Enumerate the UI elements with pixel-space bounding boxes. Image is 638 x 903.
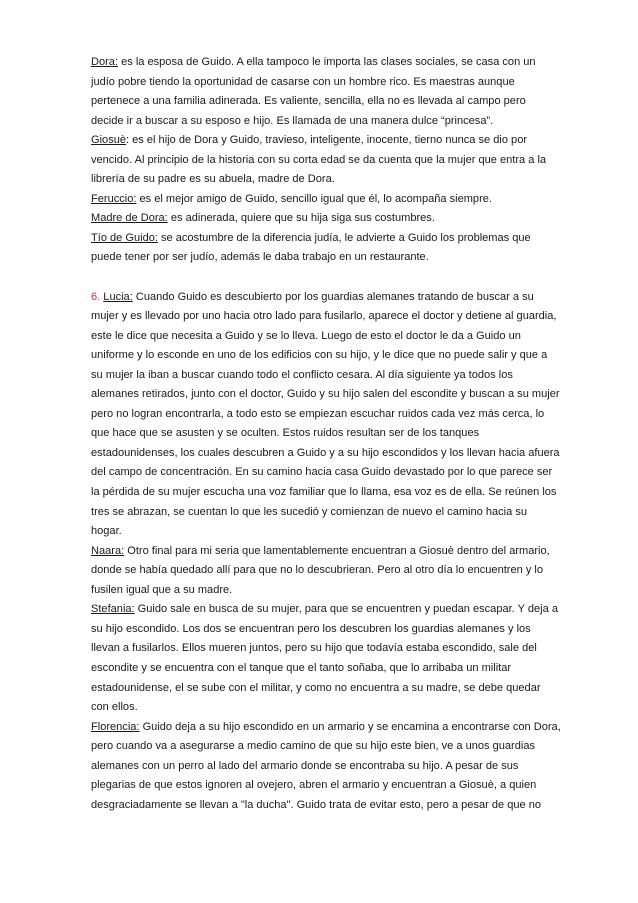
text-line — [91, 112, 552, 132]
line-text: es el mejor amigo de Guido, sencillo igual que él, lo acompaña siempre. — [136, 192, 492, 205]
line-text: Guido deja a su hijo escondido en un armario y se encamina a encontrarse con Dora, — [139, 720, 561, 733]
text-line — [91, 73, 552, 93]
text-line — [91, 483, 557, 503]
line-text: fusilen igual que a su madre. — [91, 583, 233, 596]
text-line — [91, 659, 552, 679]
line-text: pero no logran encontrarla, a todo esto se empiezan escuchar ruidos cada vez más cerca, lo — [91, 407, 545, 420]
speaker-label: Giosuè — [91, 134, 127, 147]
text-line — [91, 151, 552, 171]
text-line — [91, 366, 552, 386]
speaker-label: Florencia: — [91, 720, 140, 733]
line-text: pertenece a una familia adinerada. Es valiente, sencilla, ella no es llevada al campo pero — [91, 95, 526, 108]
text-line — [91, 346, 552, 366]
line-text: estadounidense, el se sube con el militar, y como no encuentra a su madre, se debe quedar — [91, 681, 541, 694]
line-text: la pérdida de su mujer escucha una voz familiar que lo llama, esa voz es de ella. Se reúnen los — [91, 486, 557, 499]
speaker-label: Madre de Dora: — [91, 212, 168, 225]
line-text: del campo de concentración. En su camino hacia casa Guido devastado por lo que parece ser — [91, 466, 553, 479]
text-line — [91, 679, 552, 699]
line-text: librería de su padre es su abuela, madre de Dora. — [91, 173, 335, 186]
text-line — [91, 620, 552, 640]
text-line — [91, 444, 560, 464]
line-text: plegarias de que estos ignoren al ovejero, abren el armario y encuentran a Giosuè, a quien — [91, 779, 537, 792]
line-text: es la esposa de Guido. A ella tampoco le importa las clases sociales, se casa con un — [118, 56, 536, 68]
text-line — [91, 288, 552, 308]
text-line — [91, 327, 552, 347]
line-text: estadounidenses, los cuales descubren a Guido y a su hijo escondidos y los llevan hacia afuera — [91, 446, 560, 459]
line-text: su mujer la iban a buscar cuando todo el conflicto cesara. Al día siguiente ya todos los — [91, 368, 513, 381]
line-text: con ellos. — [91, 701, 138, 714]
text-line — [91, 796, 552, 816]
speaker-label: Feruccio: — [91, 192, 137, 205]
line-text: uniforme y lo esconde en uno de los edificios con su hijo, y le dice que no puede salir y que a — [91, 349, 548, 362]
blank-line — [91, 268, 552, 288]
line-text: tres se abrazan, se cuentan lo que les sucedió y comienzan de nuevo el camino hacia su — [91, 505, 528, 518]
text-line — [91, 503, 552, 523]
text-line — [91, 737, 552, 757]
line-text: este le dice que necesita a Guido y se lo lleva. Luego de esto el doctor le da a Guido un — [91, 329, 521, 342]
section-number: 6. — [91, 290, 104, 303]
document-page — [91, 53, 561, 815]
text-line — [91, 131, 552, 151]
speaker-label: Lucia: — [103, 290, 133, 303]
text-line — [91, 209, 552, 229]
text-line — [91, 776, 552, 796]
line-text: se acostumbre de la diferencia judía, le advierte a Guido los problemas que — [157, 231, 531, 244]
line-text: pero cuando va a asegurarse a medio camino de que su hijo este bien, ve a unos guardias — [91, 740, 536, 753]
text-line — [91, 600, 558, 620]
text-line — [91, 190, 552, 210]
line-text: su hijo escondido. Los dos se encuentran pero los descubren los guardias alemanes y los — [91, 622, 531, 635]
text-line — [91, 405, 552, 425]
speaker-label: Dora: — [91, 56, 119, 68]
line-text: decide ir a buscar a su esposo e hijo. Es llamada de una manera dulce “princesa”. — [91, 114, 494, 127]
text-line — [91, 561, 552, 581]
text-line — [91, 581, 552, 601]
line-text: es adinerada, quiere que su hija siga sus costumbres. — [167, 212, 435, 225]
text-line — [91, 385, 560, 405]
speaker-label: Naara: — [91, 544, 125, 557]
line-text: mujer y es llevado por uno hacia otro lado para fusilarlo, aparece el doctor y detiene al guardia, — [91, 310, 557, 323]
line-text: Guido sale en busca de su mujer, para que se encuentren y puedan escapar. Y deja a — [134, 603, 558, 616]
text-line — [91, 53, 552, 73]
line-text: Otro final para mi seria que lamentablemente encuentran a Giosuè dentro del armario, — [124, 544, 550, 557]
line-text: que hace que se asusten y se oculten. Estos ruidos resultan ser de los tanques — [91, 427, 480, 440]
text-line — [91, 463, 552, 483]
line-text: puede tener por ser judío, además le daba trabajo en un restaurante. — [91, 251, 429, 264]
text-line — [91, 757, 552, 777]
line-text: alemanes retirados, junto con el doctor, Guido y su hijo salen del escondite y buscan a su mujer — [91, 388, 560, 401]
text-line — [91, 229, 552, 249]
text-line — [91, 718, 561, 738]
line-text: alemanes con un perro al lado del armario donde se encontraba su hijo. A pesar de sus — [91, 759, 519, 772]
line-text: : es el hijo de Dora y Guido, travieso, inteligente, inocente, tierno nunca se dio por — [126, 134, 528, 147]
text-line — [91, 542, 552, 562]
line-text: hogar. — [91, 525, 122, 538]
line-text: donde se había quedado allí para que no lo descubrieran. Pero al otro día lo encuentren y lo — [91, 564, 544, 577]
speaker-label: Tío de Guido: — [91, 231, 158, 244]
text-line — [91, 698, 552, 718]
line-text: desgraciadamente se llevan a "la ducha". Guido trata de evitar esto, pero a pesar de que no — [91, 798, 542, 811]
text-line — [91, 170, 552, 190]
line-text: vencido. Al principio de la historia con su corta edad se da cuenta que la mujer que entra a la — [91, 153, 547, 166]
text-line — [91, 639, 552, 659]
line-text: Cuando Guido es descubierto por los guardias alemanes tratando de buscar a su — [132, 290, 534, 303]
line-text: escondite y se encuentra con el tanque que el tanto soñaba, que lo arribaba un militar — [91, 661, 512, 674]
text-line — [91, 522, 552, 542]
line-text: llevan a fusilarlos. Ellos mueren juntos, pero su hijo que todavía estaba escondido, sale del — [91, 642, 537, 655]
speaker-label: Stefania: — [91, 603, 135, 616]
text-line — [91, 92, 552, 112]
text-line — [91, 307, 557, 327]
text-line — [91, 424, 552, 444]
line-text: judío pobre tiendo la oportunidad de casarse con un hombre rico. Es maestras aunque — [91, 75, 515, 88]
text-line — [91, 248, 552, 268]
